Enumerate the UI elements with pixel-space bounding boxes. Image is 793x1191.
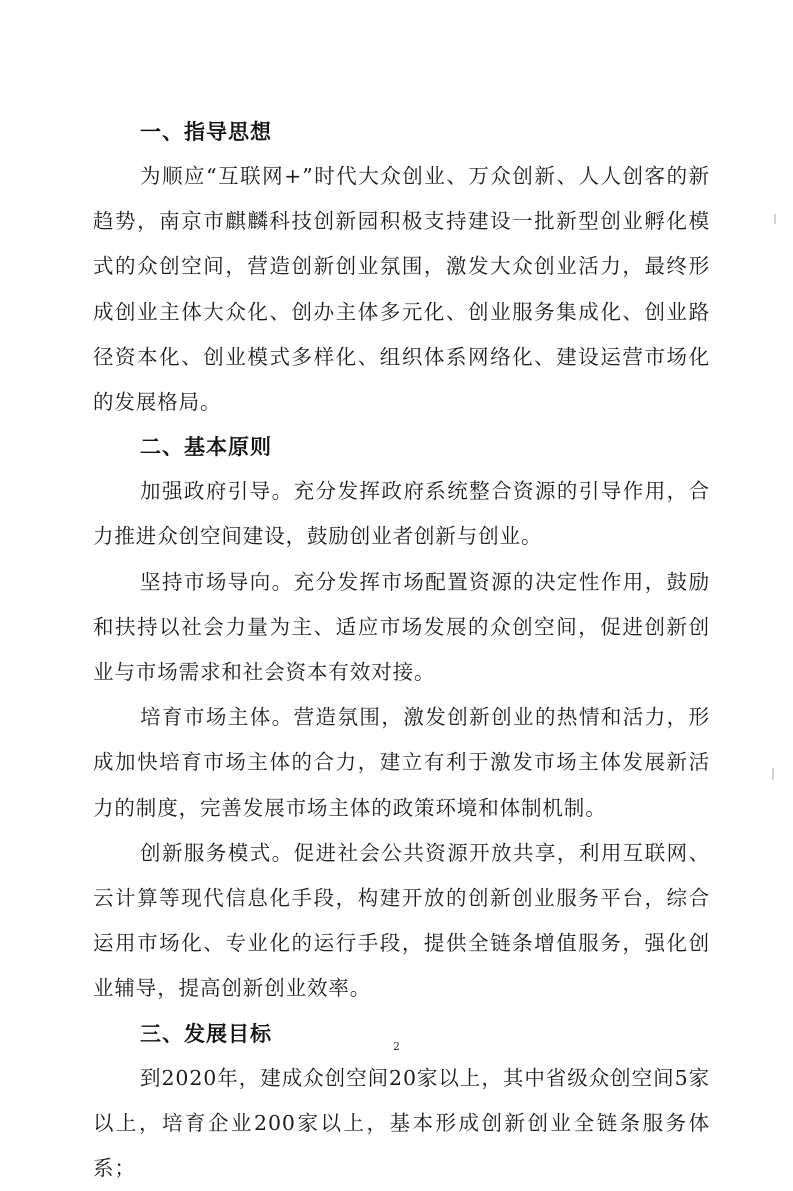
paragraph-market-orientation: 坚持市场导向。充分发挥市场配置资源的决定性作用，鼓励和扶持以社会力量为主、适应市场发展的众创空间，促进创新创业与市场需求和社会资本有效对接。 <box>93 569 710 685</box>
document-body <box>93 110 710 1191</box>
section-heading-basic-principles: 二、基本原则 <box>140 435 272 460</box>
scan-mark-right-middle <box>772 768 774 780</box>
paragraph-government-guidance: 加强政府引导。充分发挥政府系统整合资源的引导作用，合力推进众创空间建设，鼓励创业者创新与创业。 <box>93 479 710 549</box>
scan-mark-right-upper <box>774 214 776 224</box>
section-heading-guiding-ideology: 一、指导思想 <box>140 120 272 144</box>
paragraph-goals-2020: 到2020年，建成众创空间20家以上，其中省级众创空间5家以上，培育企业200家以上，基本形成创新创业全链条服务体系； <box>93 1065 710 1181</box>
paragraph-market-entities: 培育市场主体。营造氛围，激发创新创业的热情和活力，形成加快培育市场主体的合力，建立有利于激发市场主体发展新活力的制度，完善发展市场主体的政策环境和体制机制。 <box>93 705 710 820</box>
paragraph-guiding-ideology: 为顺应“互联网+”时代大众创业、万众创新、人人创客的新趋势，南京市麒麟科技创新园积极支持建设一批新型创业孵化模式的众创空间，营造创新创业氛围，激发大众创业活力，最终形成创业主体大众化、创办主体多元化、创业服务集成化、创业路径资本化、创业模式多样化、组织体系网络化、建设运营市场化的发展格局。 <box>93 164 710 415</box>
section-heading-development-goals: 三、发展目标 <box>140 1021 272 1046</box>
paragraph-service-model: 创新服务模式。促进社会公共资源开放共享，利用互联网、云计算等现代信息化手段，构建开放的创新创业服务平台，综合运用市场化、专业化的运行手段，提供全链条增值服务，强化创业辅导，提高创新创业效率。 <box>93 840 710 1001</box>
page-number: 2 <box>393 1040 400 1053</box>
